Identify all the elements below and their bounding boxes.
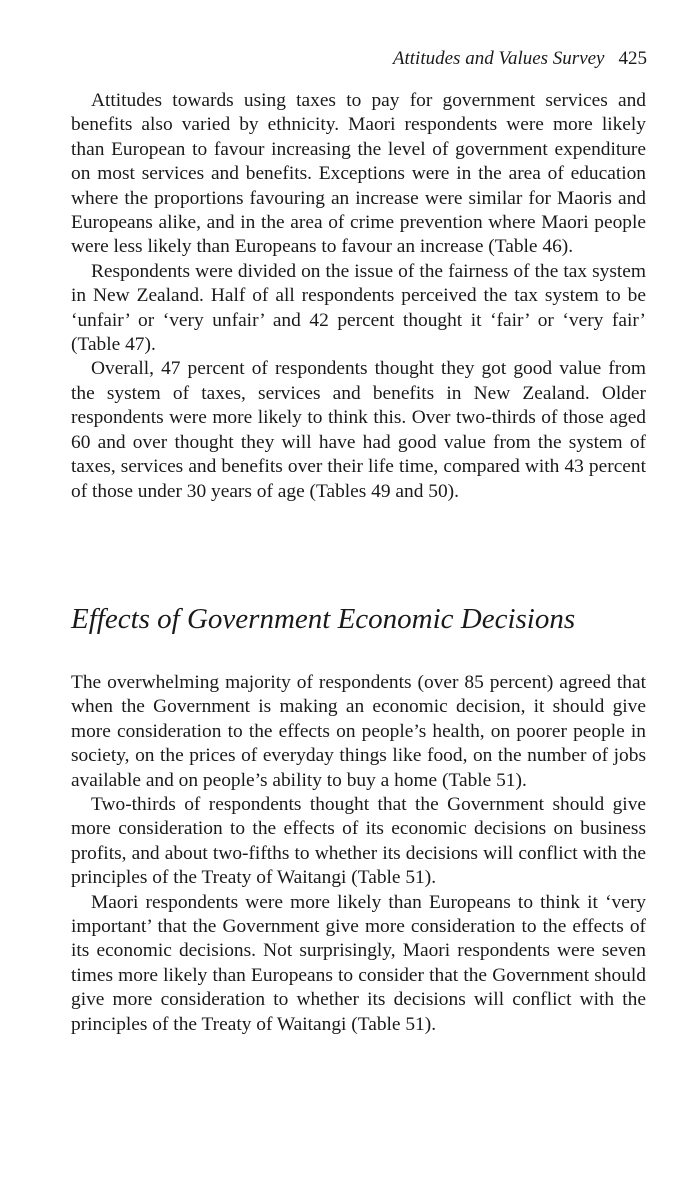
- running-head: [393, 47, 647, 71]
- paragraph-majority-agreed: The overwhelming majority of respondents (over 85 percent) agreed that when the Government is making an economic decision, it should give more consideration to the effects on people’s health, on poorer people in society, on the prices of everyday things like food, on the number of jobs available and on people’s ability to buy a home (Table 51).: [71, 672, 646, 791]
- page-number: 425: [618, 48, 647, 69]
- paragraph-business-profits: Two-thirds of respondents thought that the Government should give more consideration to the effects of its economic decisions on business profits, and about two-fifths to whether its decisions will conflict with the principles of the Treaty of Waitangi (Table 51).: [71, 794, 646, 889]
- running-head-title: Attitudes and Values Survey: [392, 48, 605, 69]
- body-text-top: [71, 89, 646, 504]
- paragraph-tax-ethnicity: Attitudes towards using taxes to pay for government services and benefits also varied by ethnicity. Maori respondents were more likely than European to favour increasing the level of government expenditure on most services and benefits. Exceptions were in the area of education where the proportions favouring an increase were similar for Maoris and Europeans alike, and in the area of crime prevention where Maori people were less likely than Europeans to favour an increase (Table 46).: [71, 90, 646, 258]
- paragraph-tax-fairness: Respondents were divided on the issue of the fairness of the tax system in New Zealand. Half of all respondents perceived the tax system to be ‘unfair’ or ‘very unfair’ and 42 percent thought it ‘fair’ or ‘very fair’ (Table 47).: [71, 260, 646, 356]
- paragraph-good-value: Overall, 47 percent of respondents thought they got good value from the system of taxes, services and benefits in New Zealand. Older respondents were more likely to think this. Over two-thirds of those aged 60 and over thought they will have had good value from the system of taxes, services and benefits over their life time, compared with 43 percent of those under 30 years of age (Tables 49 and 50).: [71, 358, 646, 502]
- section-heading: Effects of Government Economic Decisions: [71, 603, 576, 635]
- body-text-bottom: [71, 671, 646, 1037]
- paragraph-maori-respondents: Maori respondents were more likely than Europeans to think it ‘very important’ that the Government give more consideration to the effects of its economic decisions. Not surprisingly, Maori respondents were seven times more likely than Europeans to consider that the Government should give more consideration to whether its decisions will conflict with the principles of the Treaty of Waitangi (Table 51).: [71, 891, 646, 1035]
